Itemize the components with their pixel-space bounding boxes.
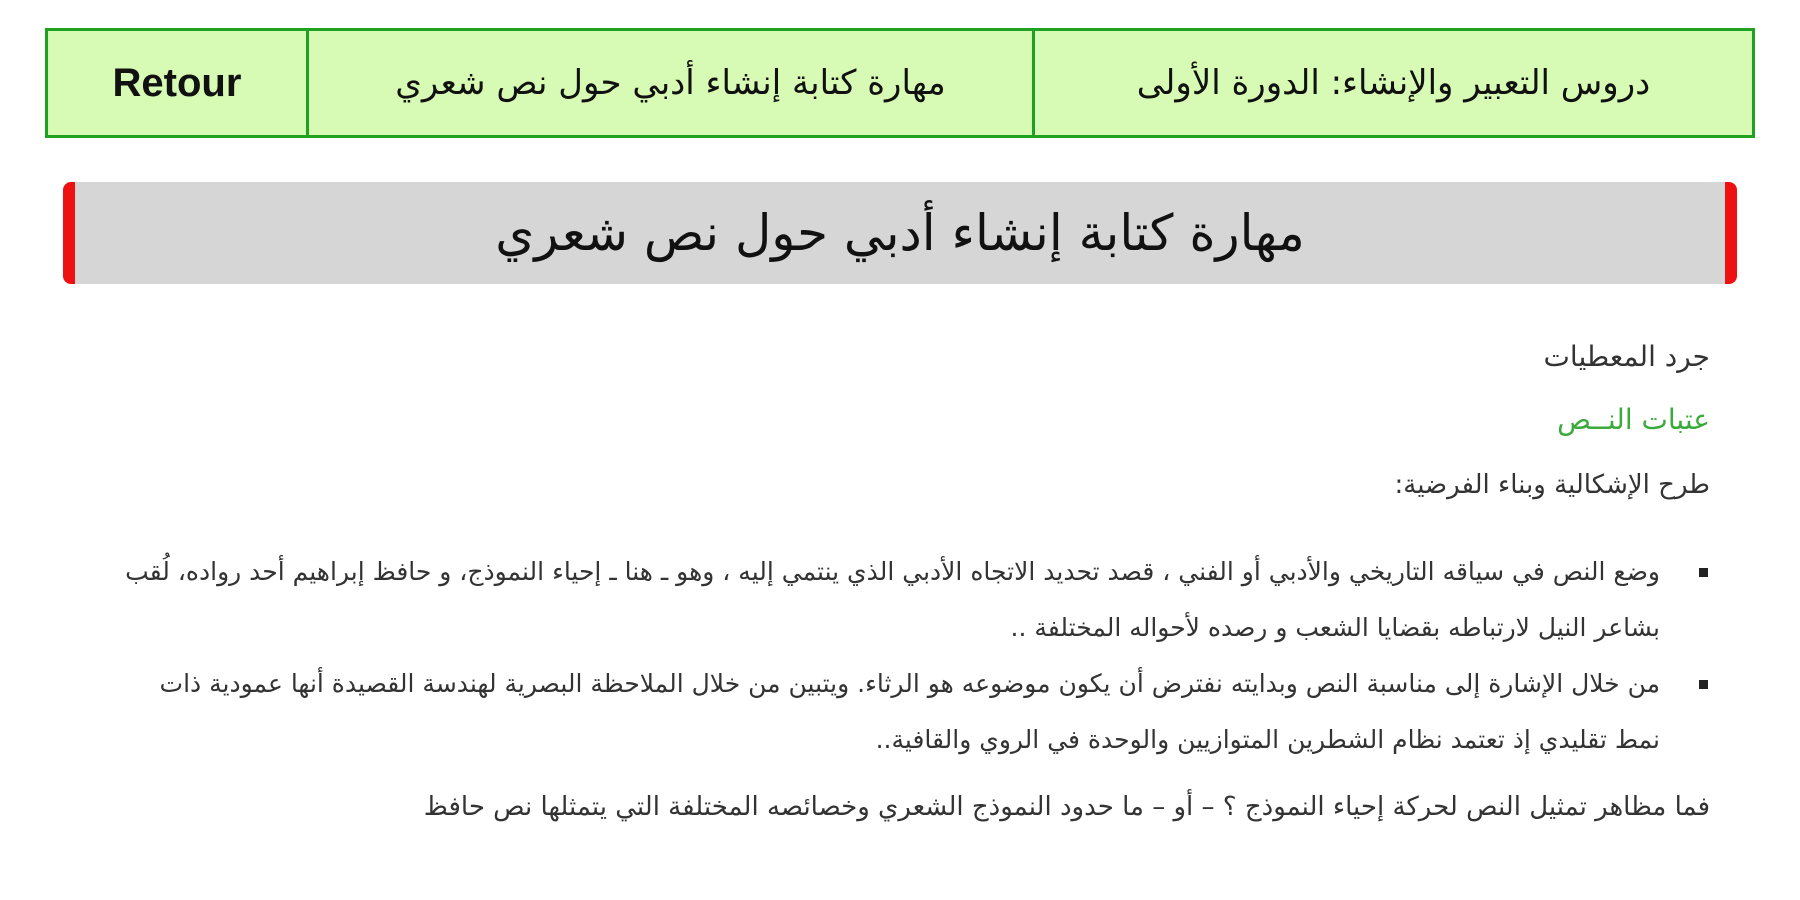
nav-lesson-link[interactable]: مهارة كتابة إنشاء أدبي حول نص شعري — [306, 28, 1035, 138]
list-item-text: من خلال الإشارة إلى مناسبة النص وبدايته نفترض أن يكون موضوعه هو الرثاء. ويتبين من خلال الملاحظة البصرية لهندسة القصيدة أنها عمودية ذات نمط تقليدي إذ تعتمد نظام الشطرين المتوازيين والوحدة في الروي والقافية.. — [159, 669, 1660, 754]
retour-button[interactable]: Retour — [45, 28, 309, 138]
list-item-text: وضع النص في سياقه التاريخي والأدبي أو الفني ، قصد تحديد الاتجاه الأدبي الذي ينتمي إليه ، وهو ـ هنا ـ إحياء النموذج، و حافظ إبراهيم أحد رواده، لُقب بشاعر النيل لارتباطه بقضايا الشعب و رصده لأحواله المختلفة .. — [125, 557, 1660, 642]
section-heading: جرد المعطيات — [1543, 340, 1710, 373]
list-item — [120, 544, 1710, 656]
bullet-list — [120, 544, 1710, 768]
square-bullet-icon — [1699, 568, 1708, 577]
text-thresholds-link[interactable]: عتبات النــص — [1557, 403, 1710, 436]
problem-heading: طرح الإشكالية وبناء الفرضية: — [1394, 470, 1710, 500]
question-paragraph: فما مظاهر تمثيل النص لحركة إحياء النموذج ؟ – أو – ما حدود النموذج الشعري وخصائصه المختلفة التي يتمثلها نص حافظ — [423, 792, 1710, 822]
nav-course-link[interactable]: دروس التعبير والإنشاء: الدورة الأولى — [1032, 28, 1755, 138]
article-content — [120, 330, 1710, 822]
page-title: مهارة كتابة إنشاء أدبي حول نص شعري — [495, 204, 1305, 262]
top-navigation — [45, 28, 1755, 138]
page-title-bar — [63, 182, 1737, 284]
square-bullet-icon — [1699, 680, 1708, 689]
list-item — [120, 656, 1710, 768]
